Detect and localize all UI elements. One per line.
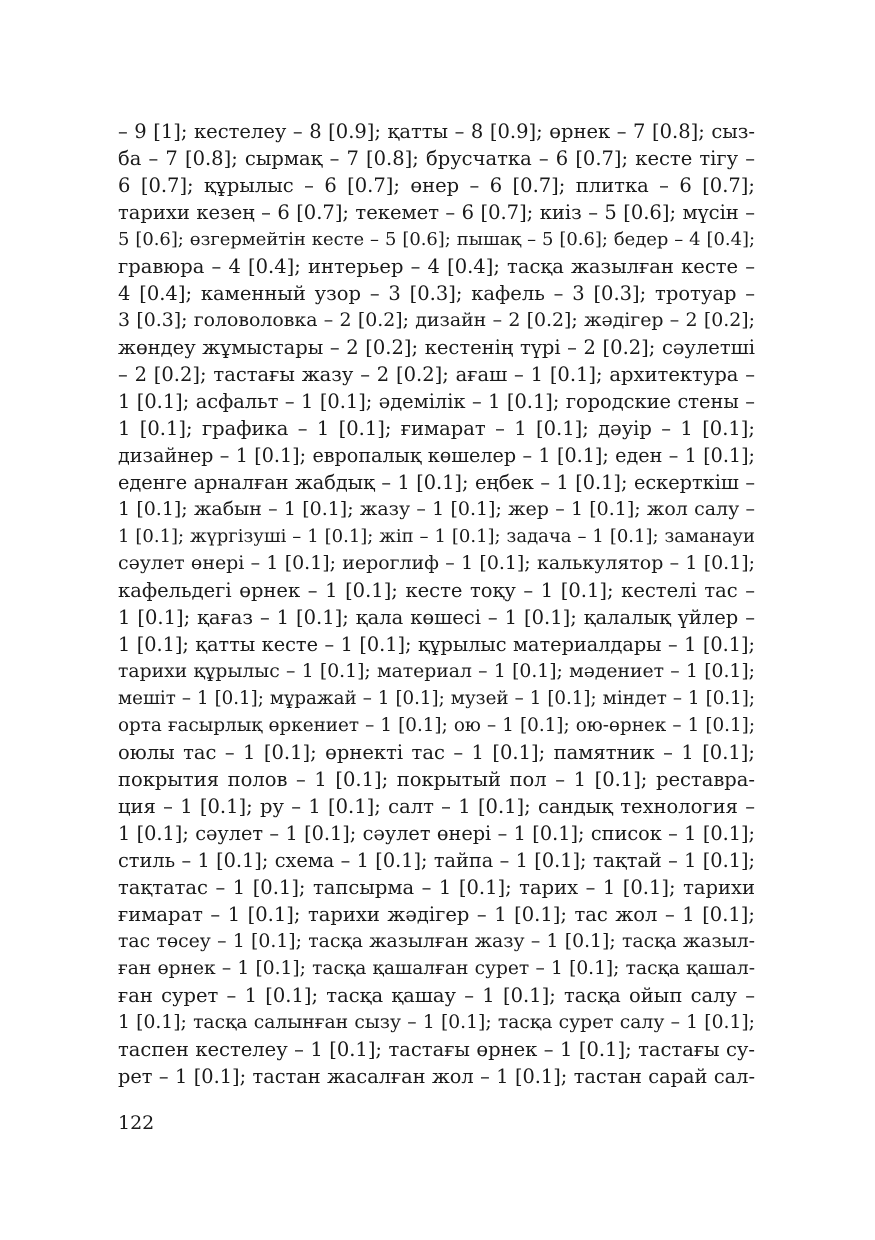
- text-line: 6 [0.7]; құрылыс – 6 [0.7]; өнер – 6 [0.7]; плитка – 6 [0.7];: [118, 174, 755, 197]
- text-line: 3 [0.3]; головоловка – 2 [0.2]; дизайн – 2 [0.2]; жәдігер – 2 [0.2];: [118, 309, 755, 331]
- text-line: – 9 [1]; кестелеу – 8 [0.9]; қатты – 8 [0.9]; өрнек – 7 [0.8]; сыз-: [118, 120, 755, 143]
- text-line: 1 [0.1]; қағаз – 1 [0.1]; қала көшесі – 1 [0.1]; қалалық үйлер –: [118, 606, 755, 629]
- text-line: ция – 1 [0.1]; ру – 1 [0.1]; салт – 1 [0.1]; сандық технология –: [118, 795, 755, 818]
- text-line: оюлы тас – 1 [0.1]; өрнекті тас – 1 [0.1]; памятник – 1 [0.1];: [118, 741, 755, 764]
- text-line: орта ғасырлық өркениет – 1 [0.1]; ою – 1 [0.1]; ою-өрнек – 1 [0.1];: [118, 715, 755, 736]
- text-line: гравюра – 4 [0.4]; интерьер – 4 [0.4]; тасқа жазылған кесте –: [118, 255, 755, 278]
- text-line: 1 [0.1]; жүргізуші – 1 [0.1]; жіп – 1 [0.1]; задача – 1 [0.1]; заманауи: [118, 526, 755, 547]
- page-number: 122: [118, 1112, 155, 1134]
- text-line: ған өрнек – 1 [0.1]; тасқа қашалған сурет – 1 [0.1]; тасқа қашал-: [118, 958, 755, 979]
- text-line: 1 [0.1]; жабын – 1 [0.1]; жазу – 1 [0.1]; жер – 1 [0.1]; жол салу –: [118, 498, 755, 520]
- text-line: ғимарат – 1 [0.1]; тарихи жәдігер – 1 [0.1]; тас жол – 1 [0.1];: [118, 903, 755, 926]
- body-text: [118, 118, 755, 1090]
- text-line: мешіт – 1 [0.1]; мұражай – 1 [0.1]; музей – 1 [0.1]; міндет – 1 [0.1];: [118, 688, 755, 709]
- text-line: 5 [0.6]; өзгермейтін кесте – 5 [0.6]; пышақ – 5 [0.6]; бедер – 4 [0.4];: [118, 229, 755, 250]
- text-line: ған сурет – 1 [0.1]; тасқа қашау – 1 [0.1]; тасқа ойып салу –: [118, 984, 755, 1007]
- text-line: кафельдегі өрнек – 1 [0.1]; кесте тоқу – 1 [0.1]; кестелі тас –: [118, 579, 755, 602]
- text-line: 1 [0.1]; графика – 1 [0.1]; ғимарат – 1 [0.1]; дәуір – 1 [0.1];: [118, 417, 755, 440]
- text-line: тас төсеу – 1 [0.1]; тасқа жазылған жазу – 1 [0.1]; тасқа жазыл-: [118, 931, 755, 952]
- text-line: рет – 1 [0.1]; тастан жасалған жол – 1 [0.1]; тастан сарай сал-: [118, 1065, 755, 1088]
- text-line: покрытия полов – 1 [0.1]; покрытый пол – 1 [0.1]; реставра-: [118, 768, 755, 791]
- text-line: дизайнер – 1 [0.1]; европалық көшелер – 1 [0.1]; еден – 1 [0.1];: [118, 444, 755, 467]
- text-line: тақтатас – 1 [0.1]; тапсырма – 1 [0.1]; тарих – 1 [0.1]; тарихи: [118, 876, 755, 899]
- text-line: 1 [0.1]; сәулет – 1 [0.1]; сәулет өнері – 1 [0.1]; список – 1 [0.1];: [118, 822, 755, 845]
- text-line: 1 [0.1]; асфальт – 1 [0.1]; әдемілік – 1 [0.1]; городские стены –: [118, 390, 755, 413]
- text-line: сәулет өнері – 1 [0.1]; иероглиф – 1 [0.1]; калькулятор – 1 [0.1];: [118, 552, 755, 574]
- text-line: стиль – 1 [0.1]; схема – 1 [0.1]; тайпа – 1 [0.1]; тақтай – 1 [0.1];: [118, 849, 755, 872]
- text-line: 1 [0.1]; қатты кесте – 1 [0.1]; құрылыс материалдары – 1 [0.1];: [118, 633, 755, 656]
- text-line: еденге арналған жабдық – 1 [0.1]; еңбек – 1 [0.1]; ескерткіш –: [118, 471, 755, 494]
- text-line: – 2 [0.2]; тастағы жазу – 2 [0.2]; ағаш – 1 [0.1]; архитектура –: [118, 363, 755, 386]
- text-line: ба – 7 [0.8]; сырмақ – 7 [0.8]; брусчатка – 6 [0.7]; кесте тігу –: [118, 147, 755, 170]
- text-line: 1 [0.1]; тасқа салынған сызу – 1 [0.1]; тасқа сурет салу – 1 [0.1];: [118, 1012, 755, 1033]
- text-line: 4 [0.4]; каменный узор – 3 [0.3]; кафель – 3 [0.3]; тротуар –: [118, 282, 755, 305]
- text-line: тарихи құрылыс – 1 [0.1]; материал – 1 [0.1]; мәдениет – 1 [0.1];: [118, 661, 755, 682]
- text-line: жөндеу жұмыстары – 2 [0.2]; кестенің түрі – 2 [0.2]; сәулетші: [118, 336, 755, 359]
- text-line: таспен кестелеу – 1 [0.1]; тастағы өрнек – 1 [0.1]; тастағы су-: [118, 1038, 755, 1061]
- text-line: тарихи кезең – 6 [0.7]; текемет – 6 [0.7]; киіз – 5 [0.6]; мүсін –: [118, 201, 755, 224]
